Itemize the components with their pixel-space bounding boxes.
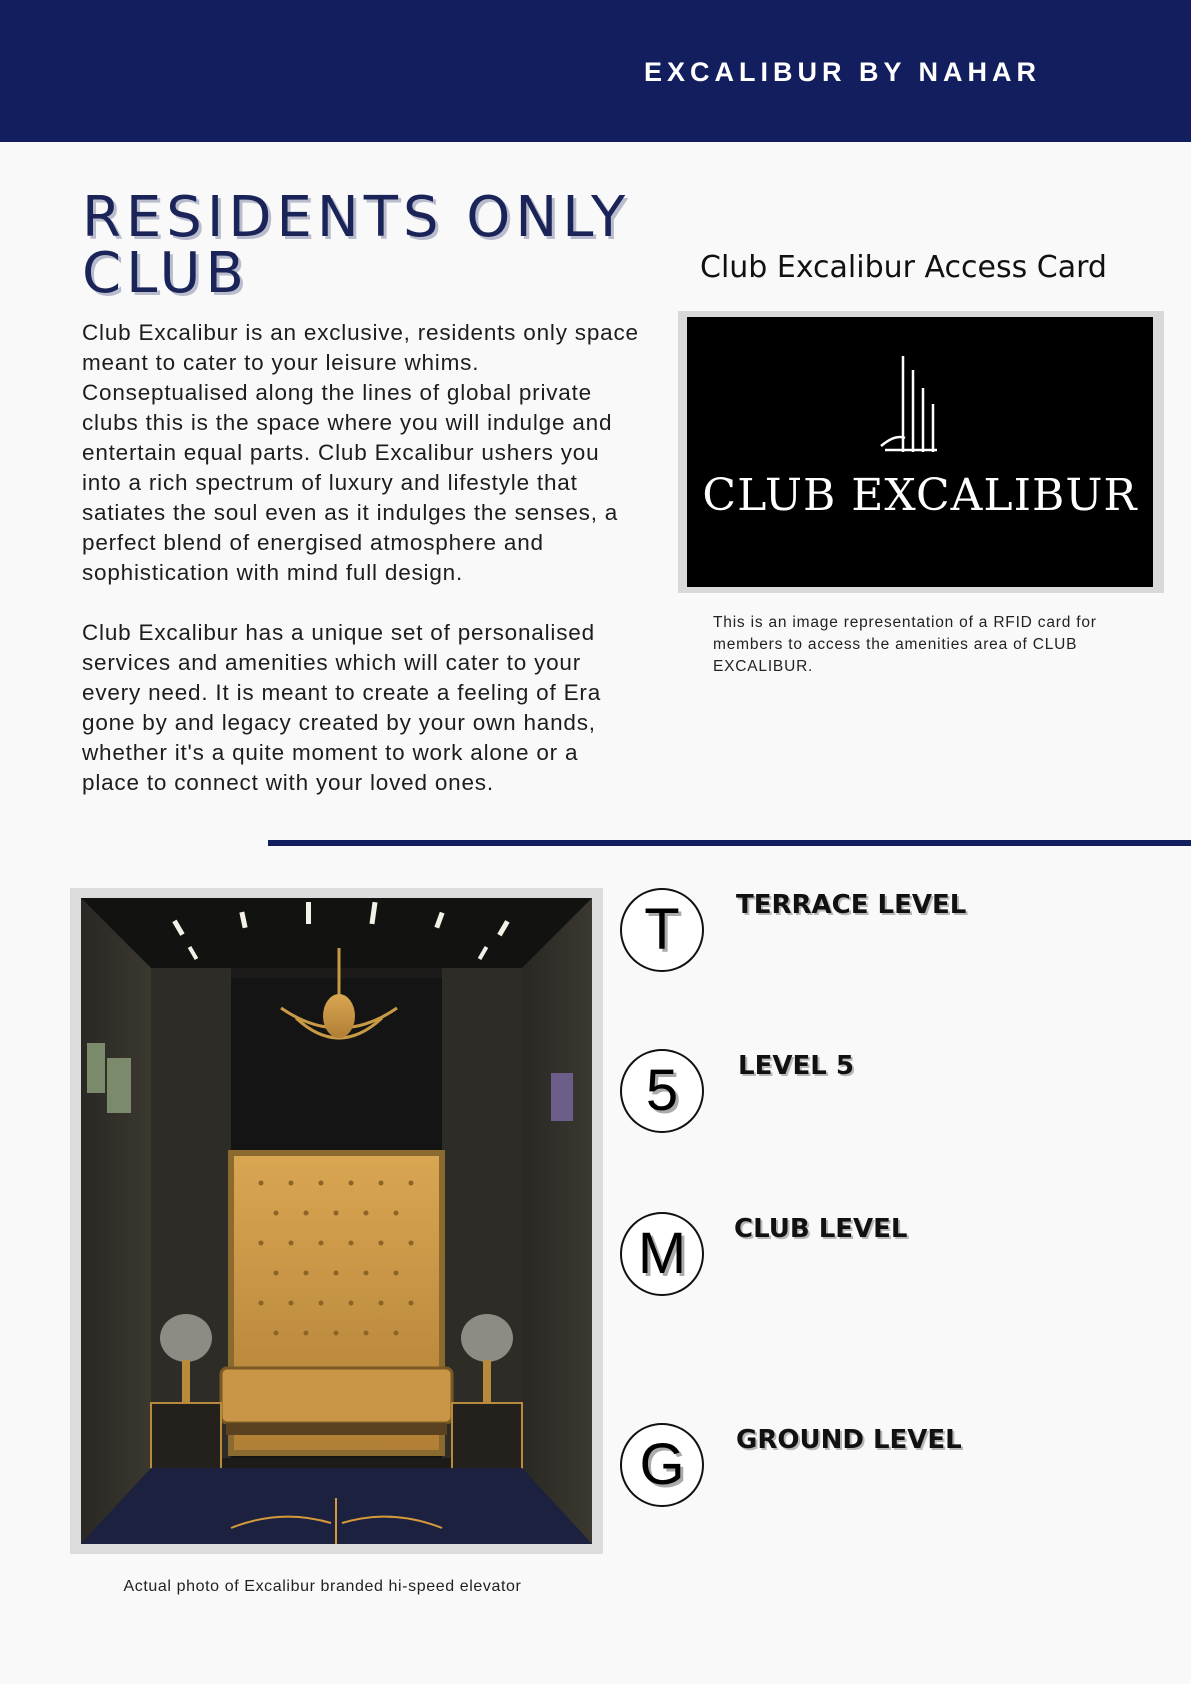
level-badge: M: [620, 1212, 704, 1296]
level-label: CLUB LEVEL: [734, 1214, 908, 1244]
level-badge: G: [620, 1423, 704, 1507]
access-card-image: [678, 311, 1164, 593]
access-card: [687, 317, 1153, 587]
intro-paragraph: Club Excalibur has a unique set of personalised services and amenities which will cater to your every need. It is meant to create a feeling of Era gone by and legacy created by your own hands, whether it's a quite moment to work alone or a place to connect with your loved ones.: [82, 620, 602, 795]
level-label: GROUND LEVEL: [736, 1425, 962, 1455]
level-label: LEVEL 5: [738, 1051, 854, 1081]
header-banner: [0, 0, 1191, 142]
excalibur-logo-icon: [875, 354, 965, 464]
access-card-name: CLUB EXCALIBUR: [702, 470, 1138, 521]
level-label: TERRACE LEVEL: [736, 890, 967, 920]
intro-text: [82, 318, 642, 828]
brand-name: EXCALIBUR BY NAHAR: [643, 57, 1041, 87]
elevator-interior-illustration: [81, 898, 592, 1544]
elevator-photo-caption: Actual photo of Excalibur branded hi-speed elevator: [123, 1578, 522, 1595]
intro-paragraph: Club Excalibur is an exclusive, residents only space meant to cater to your leisure whims. Conseptualised along the lines of global private clubs this is the space where you will indulge and entertain equal parts. Club Excalibur ushers you into a rich spectrum of luxury and lifestyle that satiates the soul even as it indulges the senses, a perfect blend of energised atmosphere and sophistication with mind full design.: [82, 320, 639, 585]
access-card-heading: Club Excalibur Access Card: [700, 250, 1107, 285]
level-badge: T: [620, 888, 704, 972]
access-card-caption: This is an image representation of a RFID card for members to access the amenities area of CLUB EXCALIBUR.: [713, 614, 1097, 675]
elevator-photo: [70, 888, 603, 1554]
page-title: RESIDENTS ONLY CLUB: [82, 185, 631, 306]
level-club: [620, 1212, 1180, 1298]
level-terrace: [620, 888, 1180, 974]
level-ground: [620, 1423, 1180, 1509]
elevator-photo-image: [81, 898, 592, 1544]
level-badge: 5: [620, 1049, 704, 1133]
level-5: [620, 1049, 1180, 1135]
section-divider: [268, 840, 1191, 846]
